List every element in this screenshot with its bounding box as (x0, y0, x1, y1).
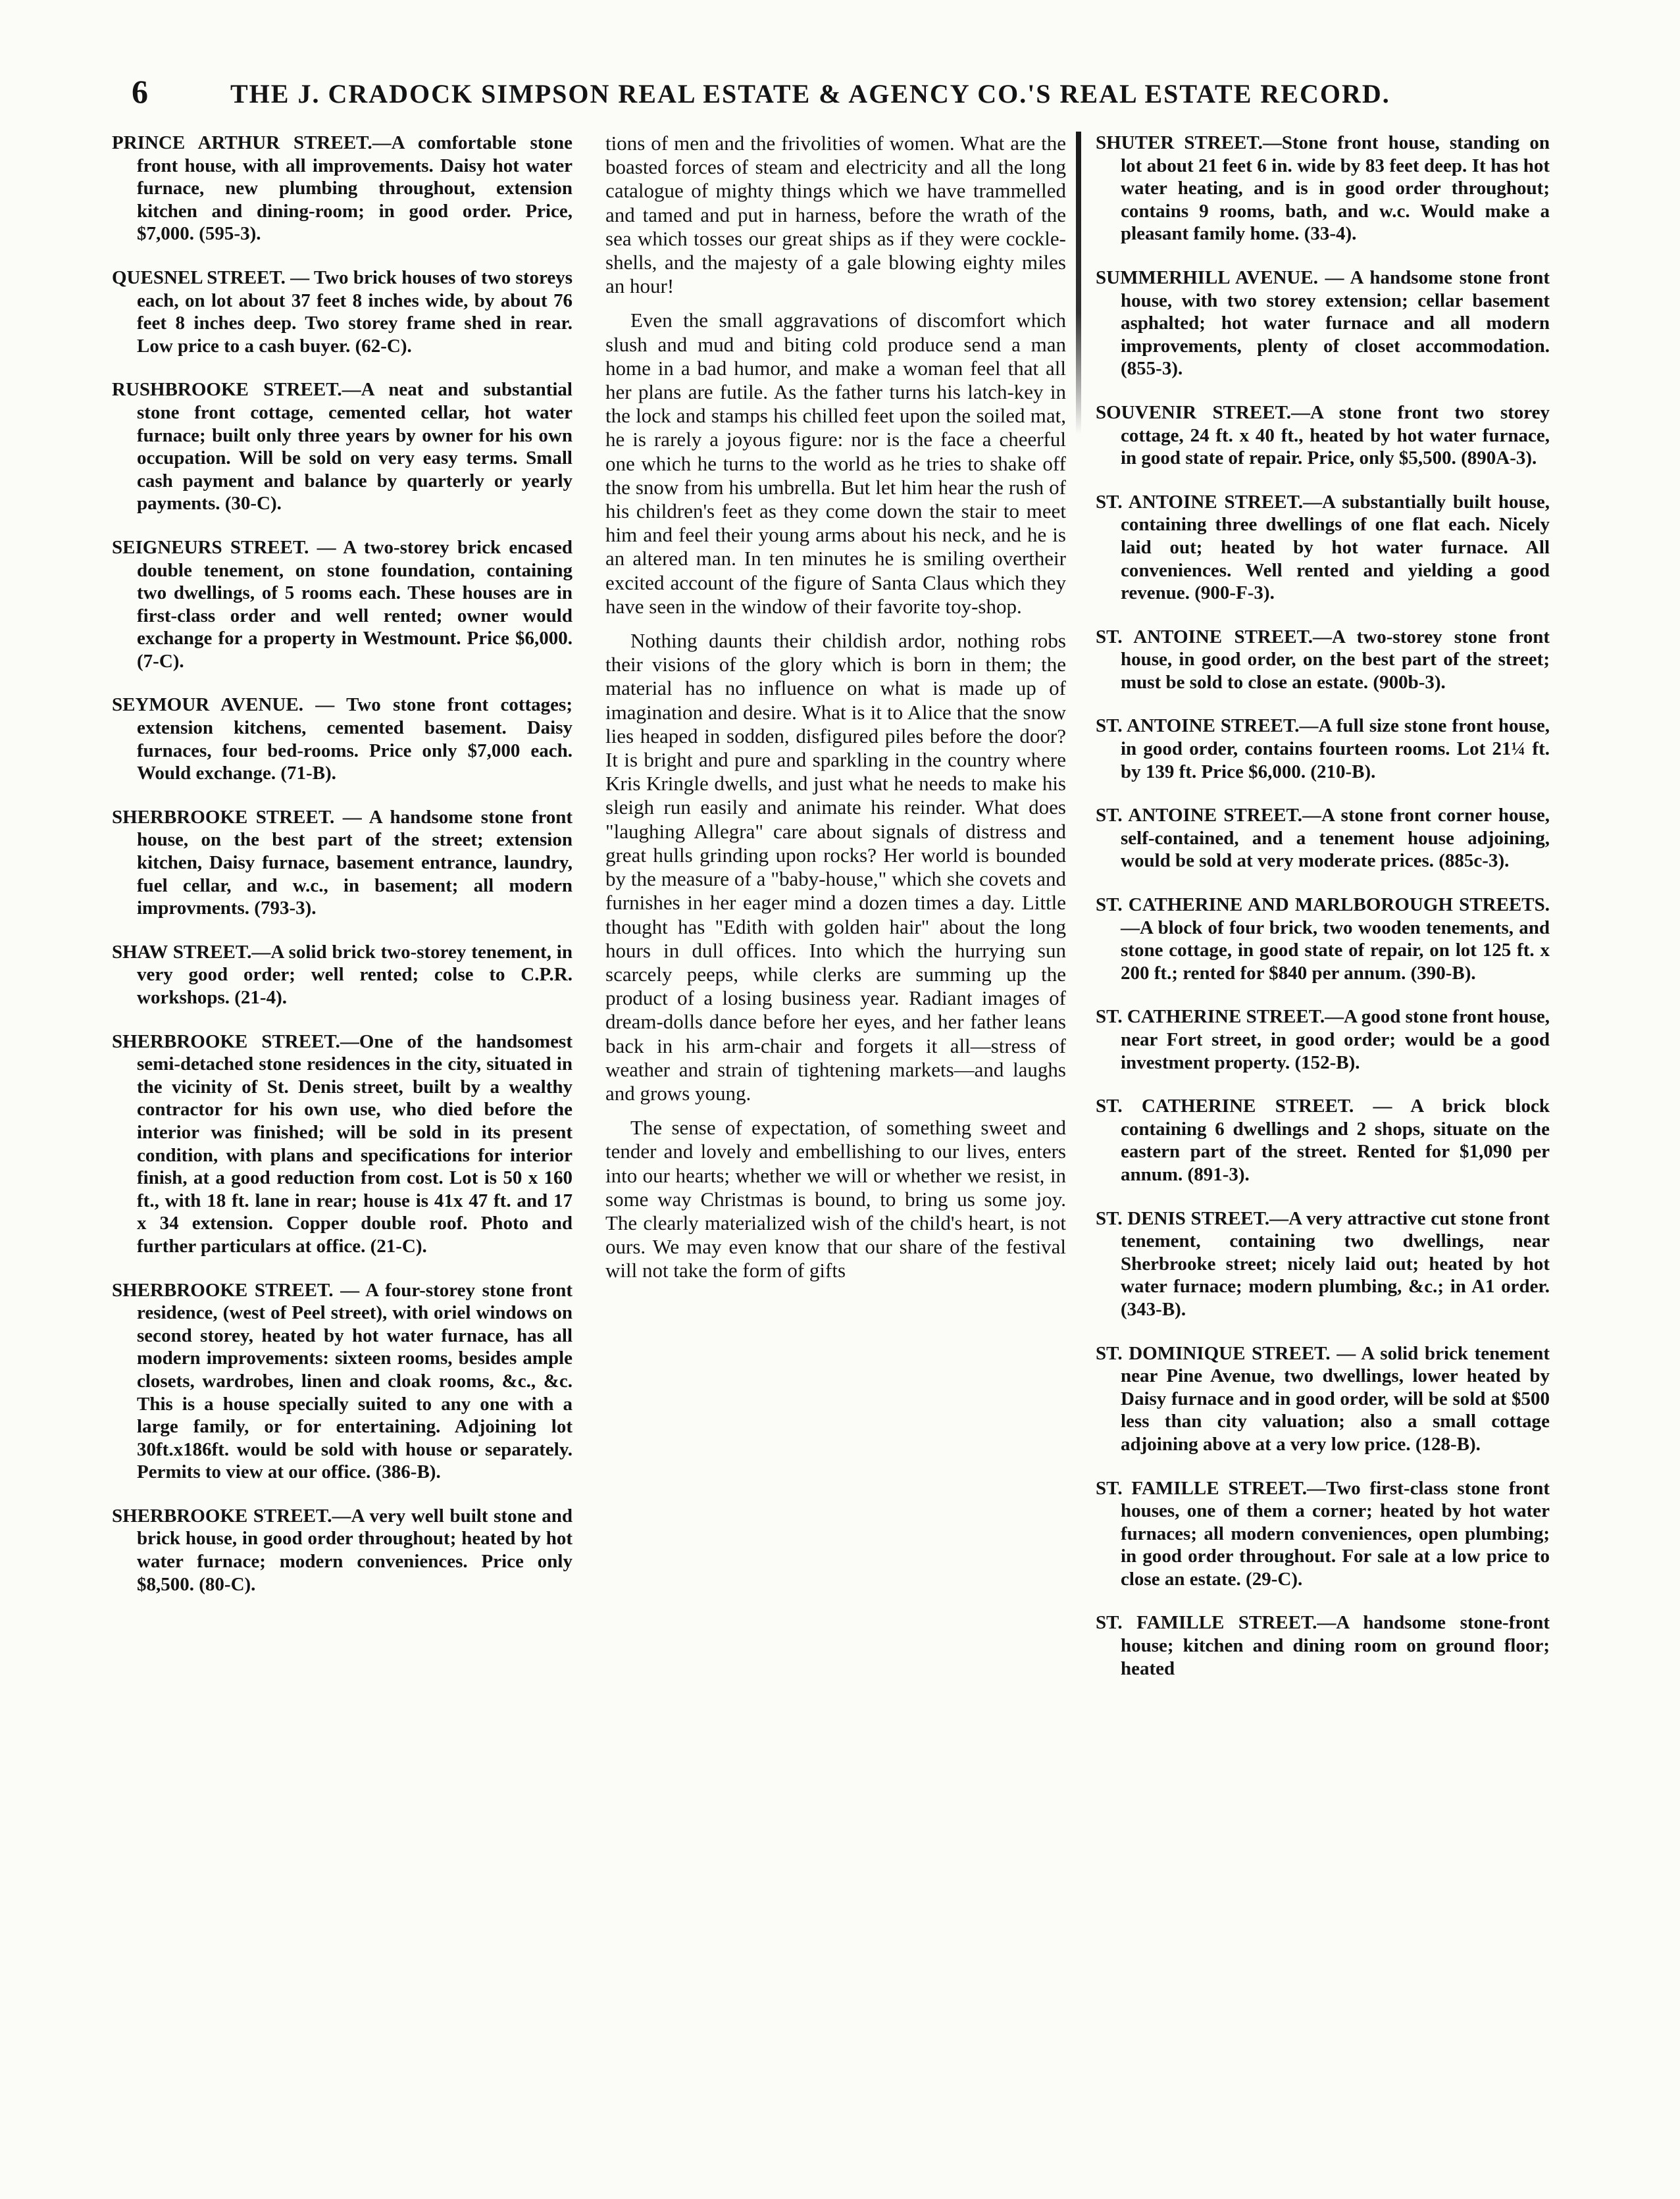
listing-rushbrooke: RUSHBROOKE STREET.—A neat and substantial stone front cottage, cemented cellar, hot water furnace; built only three years by owner for his own occupation. Will be sold on very easy terms. Small cash payment and balance by quarterly or yearly payments. (30-C). (112, 379, 573, 515)
listing-sherbrooke-3: SHERBROOKE STREET. — A four-storey stone front residence, (west of Peel street), with oriel windows on second storey, heated by hot water furnace, has all modern improvements: sixteen rooms, besides ample closets, wardrobes, linen and cloak rooms, &c., &c. This is a house specially suited to any one with a large family, or for entertaining. Adjoining lot 30ft.x186ft. would be sold with house or separately. Permits to view at our office. (386-B). (112, 1279, 573, 1483)
listing-st-antoine-2: ST. ANTOINE STREET.—A two-storey stone front house, in good order, on the best part of the street; must be sold to close an estate. (900b-3). (1096, 626, 1550, 693)
column-listings-right (1096, 132, 1550, 2171)
listing-shuter: SHUTER STREET.—Stone front house, standing on lot about 21 feet 6 in. wide by 83 feet deep. It has hot water heating, and is in good order throughout; contains 9 rooms, bath, and w.c. Would make a pleasant family home. (33-4). (1096, 132, 1550, 245)
listing-souvenir: SOUVENIR STREET.—A stone front two storey cottage, 24 ft. x 40 ft., heated by hot water furnace, in good state of repair. Price, only $5,500. (890A-3). (1096, 401, 1550, 469)
page-title: THE J. CRADOCK SIMPSON REAL ESTATE & AGENCY CO.'S REAL ESTATE RECORD. (230, 79, 1390, 109)
listing-quesnel: QUESNEL STREET. — Two brick houses of two storeys each, on lot about 37 feet 8 inches wide, by about 76 feet 8 inches deep. Two storey frame shed in rear. Low price to a cash buyer. (62-C). (112, 266, 573, 357)
listing-seigneurs: SEIGNEURS STREET. — A two-storey brick encased double tenement, on stone foundation, containing two dwellings, of 5 rooms each. These houses are in first-class order and well rented; owner would exchange for a property in Westmount. Price $6,000. (7-C). (112, 536, 573, 672)
listing-sherbrooke-1: SHERBROOKE STREET. — A handsome stone front house, on the best part of the street; extension kitchen, Daisy furnace, basement entrance, laundry, fuel cellar, and w.c., in basement; all modern improvments. (793-3). (112, 806, 573, 919)
essay-paragraph: The sense of expectation, of something sweet and tender and lovely and embellishing to our lives, enters into our hearts; whether we will or whether we resist, in some way Christmas is bound, to bring us some joy. The clearly materialized wish of the child's heart, is not ours. We may even know that our share of the festival will not take the form of gifts (605, 1116, 1066, 1282)
listing-sherbrooke-4: SHERBROOKE STREET.—A very well built stone and brick house, in good order throughout; heated by hot water furnace; modern conveniences. Price only $8,500. (80-C). (112, 1505, 573, 1595)
listing-seymour: SEYMOUR AVENUE. — Two stone front cottages; extension kitchens, cemented basement. Daisy furnaces, four bed-rooms. Price only $7,000 each. Would exchange. (71-B). (112, 694, 573, 784)
column-listings-left (112, 132, 573, 2171)
listing-st-dominique: ST. DOMINIQUE STREET. — A solid brick tenement near Pine Avenue, two dwellings, lower heated by Daisy furnace and in good order, will be sold at $500 less than city valuation; also a small cottage adjoining above at a very low price. (128-B). (1096, 1342, 1550, 1455)
essay-paragraph: Nothing daunts their childish ardor, nothing robs their visions of the glory which is born in them; the material has no influence on what is made up of imagination and desire. What is it to Alice that the snow lies heaped in sodden, disfigured piles before the door? It is bright and pure and sparkling in the country where Kris Kringle dwells, and just what he needs to make his sleigh run easily and animate his reinder. What does "laughing Allegra" care about signals of distress and great hulls grinding upon rocks? Her world is bounded by the measure of a "baby-house," which she covets and furnishes in her eager mind a dozen times a day. Little thought has "Edith with golden hair" about the long hours in dull offices. Into which the hurrying sun scarcely peeps, while clerks are summing up the product of a losing business year. Radiant images of dream-dolls dance before her eyes, and her father leans back in his arm-chair and forgets it all—stress of weather and strain of tightening markets—and laughs and grows young. (605, 629, 1066, 1105)
essay-paragraph: Even the small aggravations of discomfort which slush and mud and biting cold produce send a man home in a bad humor, and make a woman feel that all her plans are futile. As the father turns his latch-key in the lock and stamps his chilled feet upon the soiled mat, he is rarely a joyous figure: nor is the face a cheerful one which he turns to the world as he tries to shake off the snow from his umbrella. But let him hear the rush of his children's feet as they come down the stair to meet him and feel their young arms about his neck, and he is an altered man. In ten minutes he is smiling overtheir excited account of the figure of Santa Claus which they have seen in the window of their favorite toy-shop. (605, 309, 1066, 618)
listing-st-catherine-marlborough: ST. CATHERINE AND MARLBOROUGH STREETS.—A block of four brick, two wooden tenements, and stone cottage, in good state of repair, on lot 125 ft. x 200 ft.; rented for $840 per annum. (390-B). (1096, 894, 1550, 984)
listing-st-famille-1: ST. FAMILLE STREET.—Two first-class stone front houses, one of them a corner; heated by hot water furnaces; all modern conveniences, open plumbing; in good order throughout. For sale at a low price to close an estate. (29-C). (1096, 1477, 1550, 1590)
page-header (132, 72, 1553, 112)
page-number: 6 (132, 73, 148, 110)
listing-st-catherine-1: ST. CATHERINE STREET.—A good stone front house, near Fort street, in good order; would be a good investment property. (152-B). (1096, 1006, 1550, 1073)
listing-shaw: SHAW STREET.—A solid brick two-storey tenement, in very good order; well rented; colse to C.P.R. workshops. (21-4). (112, 941, 573, 1008)
listing-st-antoine-4: ST. ANTOINE STREET.—A stone front corner house, self-contained, and a tenement house adjoining, would be sold at very moderate prices. (885c-3). (1096, 805, 1550, 872)
listing-summerhill: SUMMERHILL AVENUE. — A handsome stone front house, with two storey extension; cellar basement asphalted; hot water furnace and all modern improvements, plenty of closet accommodation. (855-3). (1096, 266, 1550, 380)
listing-st-antoine-3: ST. ANTOINE STREET.—A full size stone front house, in good order, contains fourteen rooms. Lot 21¼ ft. by 139 ft. Price $6,000. (210-B). (1096, 715, 1550, 782)
listing-st-catherine-2: ST. CATHERINE STREET. — A brick block containing 6 dwellings and 2 shops, situate on the eastern part of the street. Rented for $1,090 per annum. (891-3). (1096, 1096, 1550, 1185)
listing-st-famille-2: ST. FAMILLE STREET.—A handsome stone-front house; kitchen and dining room on ground floor; heated (1096, 1612, 1550, 1679)
column-christmas-essay (605, 132, 1066, 2171)
listing-st-denis: ST. DENIS STREET.—A very attractive cut stone front tenement, containing two dwellings, near Sherbrooke street; nicely laid out; heated by hot water furnace; modern plumbing, &c.; in A1 order. (343-B). (1096, 1207, 1550, 1320)
listing-prince-arthur: PRINCE ARTHUR STREET.—A comfortable stone front house, with all improvements. Daisy hot water furnace, new plumbing throughout, extension kitchen and dining-room; in good order. Price, $7,000. (595-3). (112, 132, 573, 245)
essay-paragraph: tions of men and the frivolities of women. What are the boasted forces of steam and electricity and all the long catalogue of mighty things which we have trammelled and tamed and put in harness, before the wrath of the sea which tosses our great ships as if they were cockle-shells, and the majesty of a gale blowing eighty miles an hour! (605, 132, 1066, 298)
listing-sherbrooke-2: SHERBROOKE STREET.—One of the handsomest semi-detached stone residences in the city, situated in the vicinity of St. Denis street, built by a wealthy contractor for his own use, who died before the interior was finished; will be sold in its present condition, with plans and specifications for interior finish, at a good reduction from cost. Lot is 50 x 160 ft., with 18 ft. lane in rear; house is 41x 47 ft. and 17 x 34 extension. Copper double roof. Photo and further particulars at office. (21-C). (112, 1030, 573, 1257)
listing-st-antoine-1: ST. ANTOINE STREET.—A substantially built house, containing three dwellings of one flat each. Nicely laid out; heated by hot water furnace. All conveniences. Well rented and yielding a good revenue. (900-F-3). (1096, 491, 1550, 604)
column-rule (1076, 132, 1081, 434)
